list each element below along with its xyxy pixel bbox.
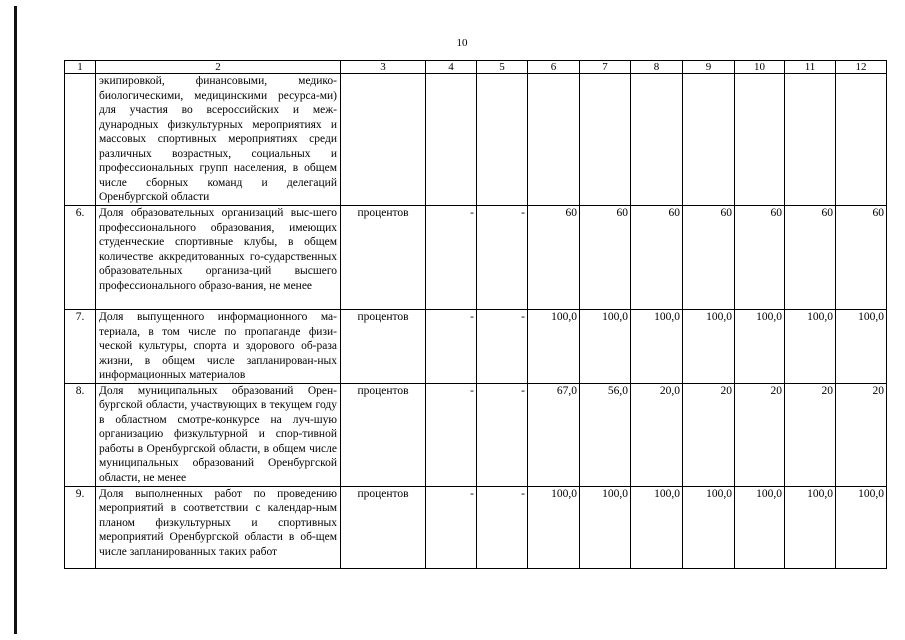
value-cell: - — [477, 310, 528, 384]
value-cell: 20 — [785, 383, 836, 486]
value-cell: 100,0 — [785, 486, 836, 568]
indicator-text: Доля образовательных организаций выс-шего профессионального образования, имеющих студенческие спортивные клубы, в общем количестве аккредитованных го-сударственных образовательных организа-ций высшего профессионального образо-вания, не менее — [96, 206, 341, 310]
value-cell: 67,0 — [528, 383, 580, 486]
header-cell: 12 — [836, 61, 887, 74]
header-cell: 2 — [96, 61, 341, 74]
unit-cell: процентов — [341, 383, 426, 486]
value-cell: 100,0 — [836, 310, 887, 384]
value-cell: - — [477, 486, 528, 568]
value-cell: 100,0 — [580, 310, 631, 384]
header-cell: 6 — [528, 61, 580, 74]
value-cell: 60 — [785, 206, 836, 310]
value-cell — [836, 74, 887, 206]
value-cell: 100,0 — [836, 486, 887, 568]
value-cell: - — [426, 383, 477, 486]
header-cell: 8 — [631, 61, 683, 74]
indicators-table — [64, 60, 887, 569]
row-number: 9. — [65, 486, 96, 568]
table-row — [65, 206, 887, 310]
indicator-text: экипировкой, финансовыми, медико-биологическими, медицинскими ресурса-ми) для участия во всероссийских и меж-дународных физкультурных мероприятиях и массовых спортивных мероприятиях среди различных возрастных, социальных и профессиональных групп населения, в общем числе сборных команд и делегаций Оренбургской области — [96, 74, 341, 206]
row-number — [65, 74, 96, 206]
value-cell: 60 — [735, 206, 785, 310]
header-cell: 5 — [477, 61, 528, 74]
header-row — [65, 61, 887, 74]
table-row — [65, 310, 887, 384]
value-cell: - — [426, 206, 477, 310]
value-cell: 100,0 — [683, 486, 735, 568]
header-cell: 10 — [735, 61, 785, 74]
value-cell: 100,0 — [735, 486, 785, 568]
value-cell: 60 — [836, 206, 887, 310]
value-cell — [683, 74, 735, 206]
unit-cell — [341, 74, 426, 206]
header-cell: 4 — [426, 61, 477, 74]
value-cell — [580, 74, 631, 206]
table-row — [65, 383, 887, 486]
page-number: 10 — [456, 37, 468, 49]
value-cell: 100,0 — [528, 310, 580, 384]
value-cell: 60 — [631, 206, 683, 310]
value-cell: 60 — [528, 206, 580, 310]
value-cell: 20 — [735, 383, 785, 486]
value-cell — [785, 74, 836, 206]
value-cell: 100,0 — [735, 310, 785, 384]
header-cell: 9 — [683, 61, 735, 74]
indicator-text: Доля выпущенного информационного ма-териала, в том числе по пропаганде физи-ческой культуры, спорта и здорового об-раза жизни, в общем числе запланирован-ных информационных материалов — [96, 310, 341, 384]
value-cell: 100,0 — [580, 486, 631, 568]
unit-cell: процентов — [341, 310, 426, 384]
value-cell — [426, 74, 477, 206]
value-cell: 60 — [580, 206, 631, 310]
value-cell: 56,0 — [580, 383, 631, 486]
header-cell: 1 — [65, 61, 96, 74]
value-cell — [631, 74, 683, 206]
value-cell: 100,0 — [631, 310, 683, 384]
indicator-text: Доля выполненных работ по проведению мероприятий в соответствии с календар-ным планом физкультурных и спортивных мероприятий Оренбургской области в об-щем числе запланированных таких работ — [96, 486, 341, 568]
value-cell: 20 — [836, 383, 887, 486]
unit-cell: процентов — [341, 206, 426, 310]
value-cell: - — [426, 310, 477, 384]
value-cell: 60 — [683, 206, 735, 310]
row-number: 7. — [65, 310, 96, 384]
value-cell: 20,0 — [631, 383, 683, 486]
value-cell: 20 — [683, 383, 735, 486]
value-cell: - — [426, 486, 477, 568]
row-number: 6. — [65, 206, 96, 310]
table-row — [65, 74, 887, 206]
value-cell: - — [477, 383, 528, 486]
header-cell: 3 — [341, 61, 426, 74]
header-cell: 7 — [580, 61, 631, 74]
unit-cell: процентов — [341, 486, 426, 568]
binding-line — [14, 6, 17, 634]
table-row — [65, 486, 887, 568]
value-cell: - — [477, 206, 528, 310]
value-cell — [477, 74, 528, 206]
header-cell: 11 — [785, 61, 836, 74]
value-cell: 100,0 — [528, 486, 580, 568]
value-cell: 100,0 — [631, 486, 683, 568]
indicator-text: Доля муниципальных образований Орен-бургской области, участвующих в текущем году в областном смотре-конкурсе на луч-шую организацию физкультурной и спор-тивной работы в Оренбургской области, в общем числе муниципальных образований Оренбургской области, не менее — [96, 383, 341, 486]
value-cell: 100,0 — [683, 310, 735, 384]
value-cell — [735, 74, 785, 206]
value-cell: 100,0 — [785, 310, 836, 384]
row-number: 8. — [65, 383, 96, 486]
value-cell — [528, 74, 580, 206]
